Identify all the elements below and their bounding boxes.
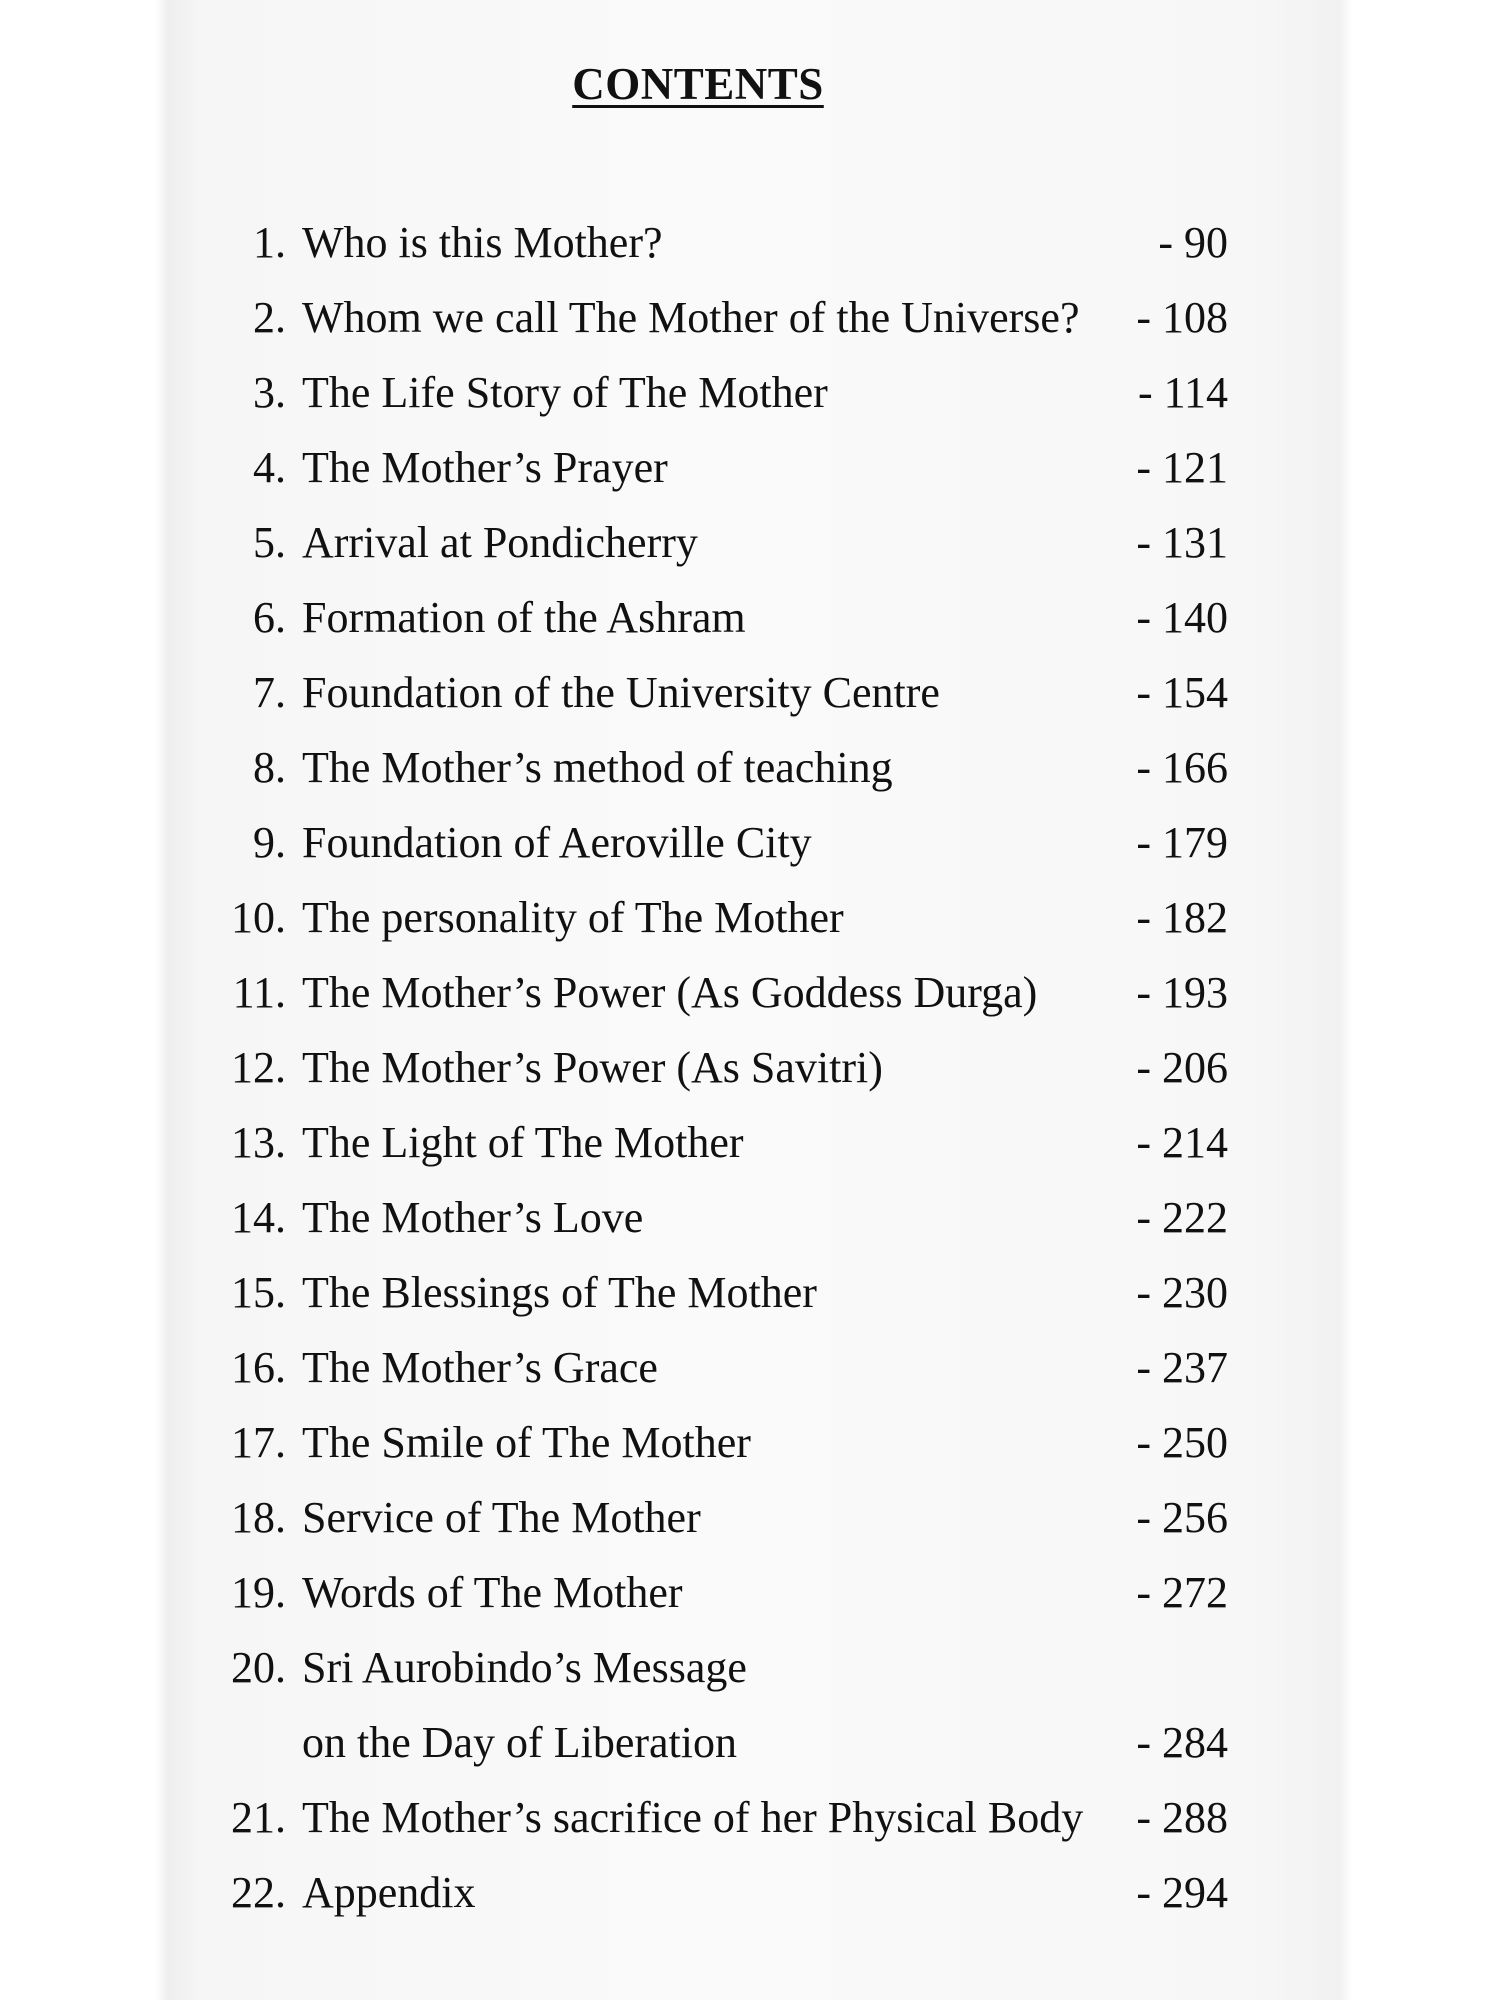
table-of-contents <box>168 205 1268 1930</box>
toc-entry-number: 3. <box>253 368 286 417</box>
toc-entry-title: Sri Aurobindo’s Message <box>302 1643 747 1692</box>
toc-entry-page-number: - 230 <box>1136 1268 1228 1317</box>
toc-entry-title: Whom we call The Mother of the Universe? <box>302 293 1080 342</box>
toc-entry-page-number: - 108 <box>1136 293 1228 342</box>
toc-entry-title: Appendix <box>302 1868 476 1917</box>
toc-entry-title: The Mother’s method of teaching <box>302 743 893 792</box>
toc-entry-title: Service of The Mother <box>302 1493 701 1542</box>
toc-entry-page-number: - 250 <box>1136 1418 1228 1467</box>
toc-entry-page-number: - 140 <box>1136 593 1228 642</box>
toc-entry <box>168 1255 1268 1330</box>
toc-entry <box>168 730 1268 805</box>
toc-entry <box>168 1480 1268 1555</box>
toc-entry <box>168 505 1268 580</box>
toc-entry-number: 15. <box>231 1268 286 1317</box>
toc-entry-number: 22. <box>231 1868 286 1917</box>
toc-entry-number: 16. <box>231 1343 286 1392</box>
toc-entry <box>168 1030 1268 1105</box>
toc-entry-title: The Blessings of The Mother <box>302 1268 817 1317</box>
toc-entry-page-number: - 222 <box>1136 1193 1228 1242</box>
toc-entry-number: 6. <box>253 593 286 642</box>
toc-entry-title: The Light of The Mother <box>302 1118 744 1167</box>
toc-entry-number: 11. <box>232 968 286 1017</box>
toc-entry-title: The Mother’s sacrifice of her Physical Body <box>302 1793 1084 1842</box>
toc-entry-title: The Mother’s Power (As Savitri) <box>302 1043 883 1092</box>
toc-entry <box>168 355 1268 430</box>
toc-entry <box>168 1105 1268 1180</box>
toc-entry-title: The Mother’s Love <box>302 1193 644 1242</box>
toc-entry-page-number: - 284 <box>1136 1718 1228 1767</box>
toc-entry-number: 18. <box>231 1493 286 1542</box>
toc-entry-page-number: - 256 <box>1136 1493 1228 1542</box>
toc-entry <box>168 805 1268 880</box>
toc-entry-page-number: - 272 <box>1136 1568 1228 1617</box>
toc-entry <box>168 955 1268 1030</box>
toc-entry <box>168 430 1268 505</box>
toc-entry-title: Foundation of the University Centre <box>302 668 940 717</box>
toc-entry-number: 19. <box>231 1568 286 1617</box>
toc-entry-title: Words of The Mother <box>302 1568 683 1617</box>
page-title: CONTENTS <box>572 59 824 109</box>
toc-entry-title: Formation of the Ashram <box>302 593 746 642</box>
contents-page <box>168 0 1348 2000</box>
toc-entry <box>168 280 1268 355</box>
toc-entry-page-number: - 121 <box>1136 443 1228 492</box>
toc-entry-number: 9. <box>253 818 286 867</box>
toc-entry-page-number: - 214 <box>1136 1118 1228 1167</box>
toc-entry-page-number: - 114 <box>1137 368 1228 417</box>
toc-entry-page-number: - 237 <box>1136 1343 1228 1392</box>
toc-entry-title: The personality of The Mother <box>302 893 844 942</box>
toc-entry-page-number: - 193 <box>1136 968 1228 1017</box>
toc-entry-title: The Smile of The Mother <box>302 1418 751 1467</box>
toc-entry-page-number: - 154 <box>1136 668 1228 717</box>
toc-entry <box>168 1780 1268 1855</box>
toc-entry-number: 1. <box>253 218 286 267</box>
toc-entry-number: 13. <box>231 1118 286 1167</box>
toc-entry-page-number: - 206 <box>1136 1043 1228 1092</box>
toc-entry-number: 2. <box>253 293 286 342</box>
toc-entry-title: The Mother’s Grace <box>302 1343 658 1392</box>
toc-entry-title: Foundation of Aeroville City <box>302 818 812 867</box>
toc-entry-title: The Mother’s Prayer <box>302 443 668 492</box>
toc-entry <box>168 1180 1268 1255</box>
toc-entry-number: 10. <box>231 893 286 942</box>
toc-entry-page-number: - 182 <box>1136 893 1228 942</box>
toc-entry <box>168 1330 1268 1405</box>
toc-entry <box>168 655 1268 730</box>
toc-entry-title: The Life Story of The Mother <box>302 368 828 417</box>
toc-entry-number: 20. <box>231 1643 286 1692</box>
toc-entry-title: Arrival at Pondicherry <box>302 518 698 567</box>
toc-entry-number: 7. <box>253 668 286 717</box>
toc-entry <box>168 1855 1268 1930</box>
toc-entry-page-number: - 179 <box>1136 818 1228 867</box>
toc-entry-page-number: - 294 <box>1136 1868 1228 1917</box>
toc-entry-number: 4. <box>253 443 286 492</box>
toc-entry <box>168 205 1268 280</box>
toc-entry <box>168 880 1268 955</box>
toc-entry-title-continued: on the Day of Liberation <box>302 1718 737 1767</box>
toc-entry-number: 14. <box>231 1193 286 1242</box>
toc-entry <box>168 1555 1268 1630</box>
toc-entry-number: 12. <box>231 1043 286 1092</box>
toc-entry-number: 21. <box>231 1793 286 1842</box>
toc-entry-page-number: - 90 <box>1158 218 1228 267</box>
toc-entry-title: Who is this Mother? <box>302 218 663 267</box>
toc-entry-title: The Mother’s Power (As Goddess Durga) <box>302 968 1038 1017</box>
toc-entry <box>168 1405 1268 1480</box>
toc-entry-number: 17. <box>231 1418 286 1467</box>
toc-entry <box>168 580 1268 655</box>
toc-entry-number: 8. <box>253 743 286 792</box>
toc-entry <box>168 1630 1268 1780</box>
toc-entry-page-number: - 166 <box>1136 743 1228 792</box>
toc-entry-page-number: - 288 <box>1136 1793 1228 1842</box>
toc-entry-page-number: - 131 <box>1136 518 1228 567</box>
toc-entry-number: 5. <box>253 518 286 567</box>
